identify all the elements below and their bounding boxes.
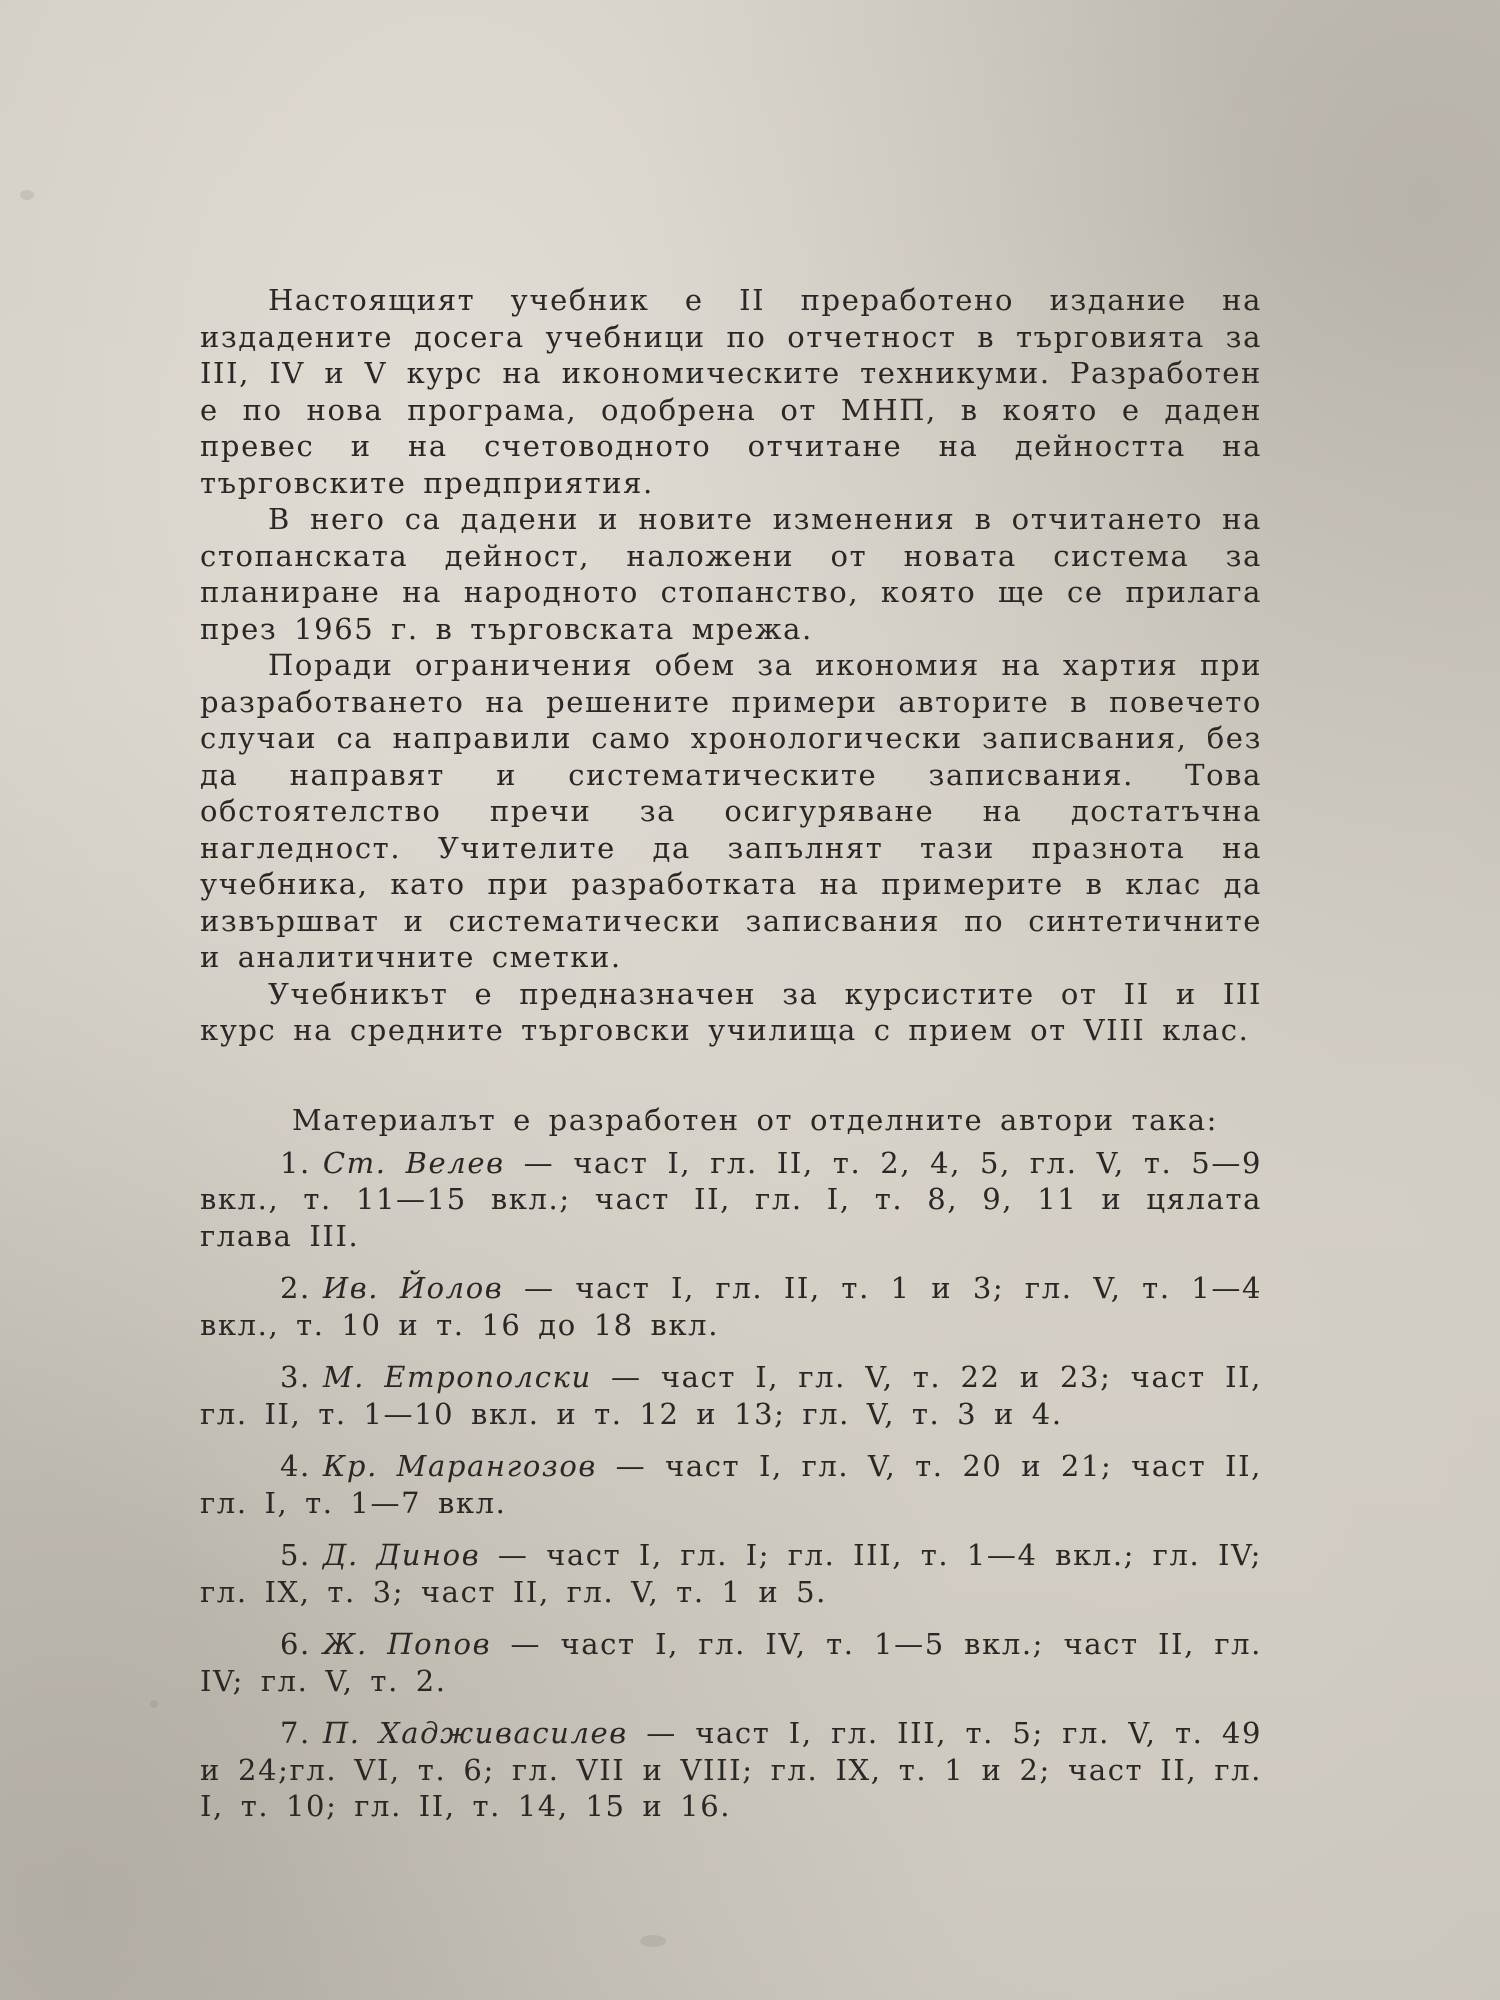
paper-stain — [640, 1935, 666, 1947]
author-entry — [200, 1715, 1262, 1825]
author-assignment: — част I, гл. III, т. 5; гл. V, т. 49 и 24;гл. VI, т. 6; гл. VII и VIII; гл. IX, т. 1 и 2; част II, гл. I, т. 10; гл. II, т. 14, 15 и 16. — [200, 1716, 1262, 1823]
author-name: Кр. Марангозов — [322, 1449, 597, 1483]
preface-paragraph-1: Настоящият учебник е II преработено издание на издадените досега учебници по отчетност в търговията за III, IV и V курс на икономическите техникуми. Разработен е по нова програма, одобрена от МНП, в която е даден превес и на счетоводното отчитане на дейността на търговските предприятия. — [200, 283, 1262, 500]
preface-paragraph-2: В него са дадени и новите изменения в отчитането на стопанската дейност, наложени от новата система за планиране на народното стопанство, която ще се прилага през 1965 г. в търговската мрежа. — [200, 502, 1262, 646]
author-entry — [200, 1626, 1262, 1699]
authors-intro: Материалът е разработен от отделните автори така: — [292, 1102, 1218, 1137]
document-page — [200, 282, 1262, 1841]
author-name: Ж. Попов — [322, 1627, 492, 1661]
author-assignment: — част I, гл. II, т. 1 и 3; гл. V, т. 1—4 вкл., т. 10 и т. 16 до 18 вкл. — [200, 1271, 1262, 1342]
author-entry — [200, 1359, 1262, 1432]
authors-section — [200, 1101, 1262, 1825]
author-name: П. Хадживасилев — [322, 1716, 628, 1750]
author-entry — [200, 1537, 1262, 1610]
author-name: Ст. Велев — [322, 1145, 505, 1180]
author-number: 1. — [280, 1145, 311, 1180]
author-assignment: — част I, гл. I; гл. III, т. 1—4 вкл.; гл. IV; гл. IX, т. 3; част II, гл. V, т. 1 и 5. — [200, 1538, 1262, 1609]
author-entry — [200, 1270, 1262, 1343]
author-assignment: — част I, гл. V, т. 22 и 23; част II, гл. II, т. 1—10 вкл. и т. 12 и 13; гл. V, т. 3 и 4. — [200, 1360, 1262, 1431]
author-entry — [200, 1145, 1262, 1255]
author-name: Д. Динов — [322, 1538, 481, 1572]
author-number: 5. — [280, 1538, 311, 1572]
author-name: М. Етрополски — [322, 1360, 592, 1394]
author-number: 6. — [280, 1627, 311, 1661]
preface-section — [200, 282, 1262, 1049]
paper-stain — [150, 1700, 158, 1708]
author-name: Ив. Йолов — [322, 1271, 504, 1305]
author-assignment: — част I, гл. II, т. 2, 4, 5, гл. V, т. 5—9 вкл., т. 11—15 вкл.; част II, гл. I, т. 8, 9, 11 и цялата глава III. — [200, 1145, 1262, 1253]
author-number: 7. — [280, 1716, 311, 1750]
author-entry — [200, 1448, 1262, 1521]
paper-stain — [20, 190, 34, 200]
author-number: 4. — [280, 1449, 311, 1483]
preface-paragraph-3: Поради ограничения обем за икономия на хартия при разработването на решените примери авторите в повечето случаи са направили само хронологически записвания, без да направят и систематическите записвания. Това обстоятелство пречи за осигуряване на достатъчна нагледност. Учителите да запълнят тази празнота на учебника, като при разработката на примерите в клас да извършват и систематически записвания по синтетичните и аналитичните сметки. — [200, 648, 1262, 974]
author-assignment: — част I, гл. V, т. 20 и 21; част II, гл. I, т. 1—7 вкл. — [200, 1449, 1262, 1520]
author-number: 2. — [280, 1271, 311, 1305]
author-assignment: — част I, гл. IV, т. 1—5 вкл.; част II, гл. IV; гл. V, т. 2. — [200, 1627, 1262, 1698]
preface-paragraph-4: Учебникът е предназначен за курсистите от II и III курс на средните търговски училища с прием от VIII клас. — [200, 976, 1262, 1047]
author-number: 3. — [280, 1360, 311, 1394]
